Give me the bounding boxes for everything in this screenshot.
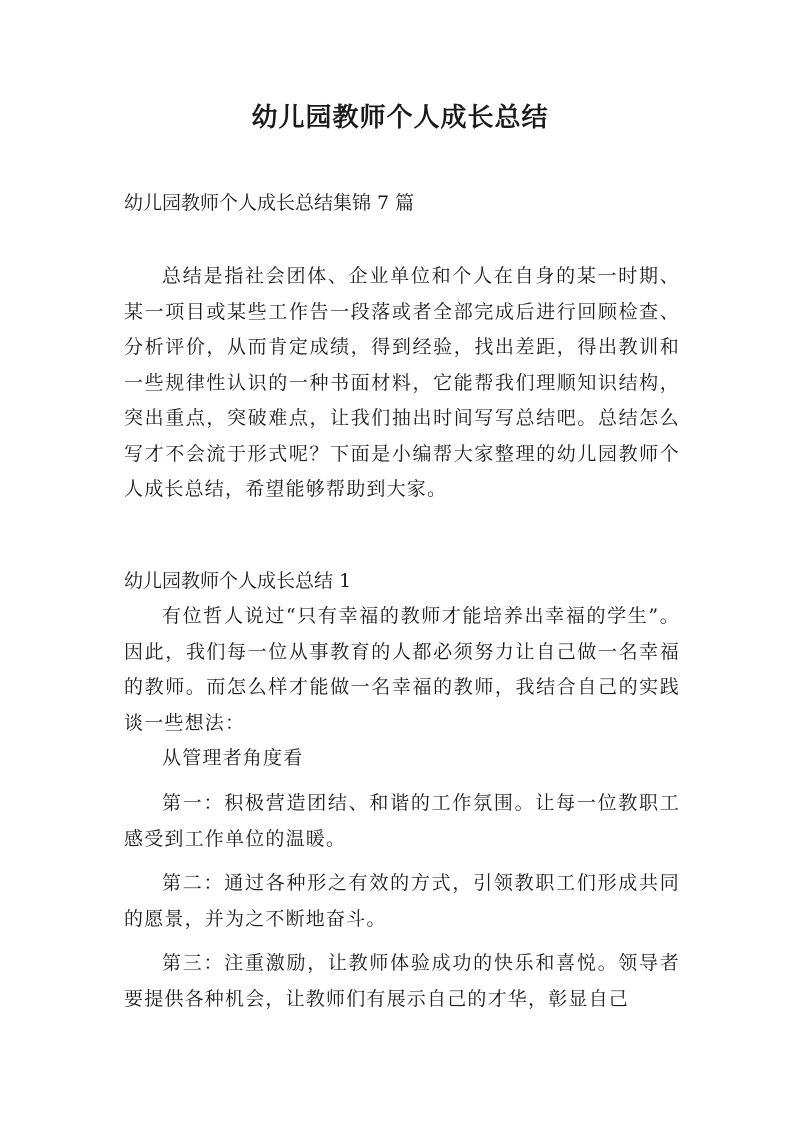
section-paragraph: 第二：通过各种形之有效的方式，引领教职工们形成共同的愿景，并为之不断地奋斗。	[124, 872, 680, 930]
intro-paragraph: 总结是指社会团体、企业单位和个人在自身的某一时期、某一项目或某些工作告一段落或者全部完成后进行回顾检查、分析评价，从而肯定成绩，得到经验，找出差距，得出教训和一些规律性认识的一种书面材料，它能帮我们理顺知识结构，突出重点，突破难点，让我们抽出时间写写总结吧。总结怎么写才不会流于形式呢？下面是小编帮大家整理的幼儿园教师个人成长总结，希望能够帮助到大家。	[124, 265, 680, 500]
section-paragraph: 从管理者角度看	[162, 747, 304, 769]
section-heading: 幼儿园教师个人成长总结 1	[124, 570, 352, 592]
section-paragraph: 有位哲人说过“只有幸福的教师才能培养出幸福的学生”。因此，我们每一位从事教育的人都必须努力让自己做一名幸福的教师。而怎么样才能做一名幸福的教师，我结合自己的实践谈一些想法：	[124, 605, 680, 734]
document-subtitle: 幼儿园教师个人成长总结集锦 7 篇	[124, 192, 415, 214]
document-title: 幼儿园教师个人成长总结	[251, 103, 549, 133]
section-paragraph: 第三：注重激励，让教师体验成功的快乐和喜悦。领导者要提供各种机会，让教师们有展示自己的才华，彰显自己	[124, 952, 680, 1010]
section-paragraph: 第一：积极营造团结、和谐的工作氛围。让每一位教职工感受到工作单位的温暖。	[124, 792, 680, 850]
